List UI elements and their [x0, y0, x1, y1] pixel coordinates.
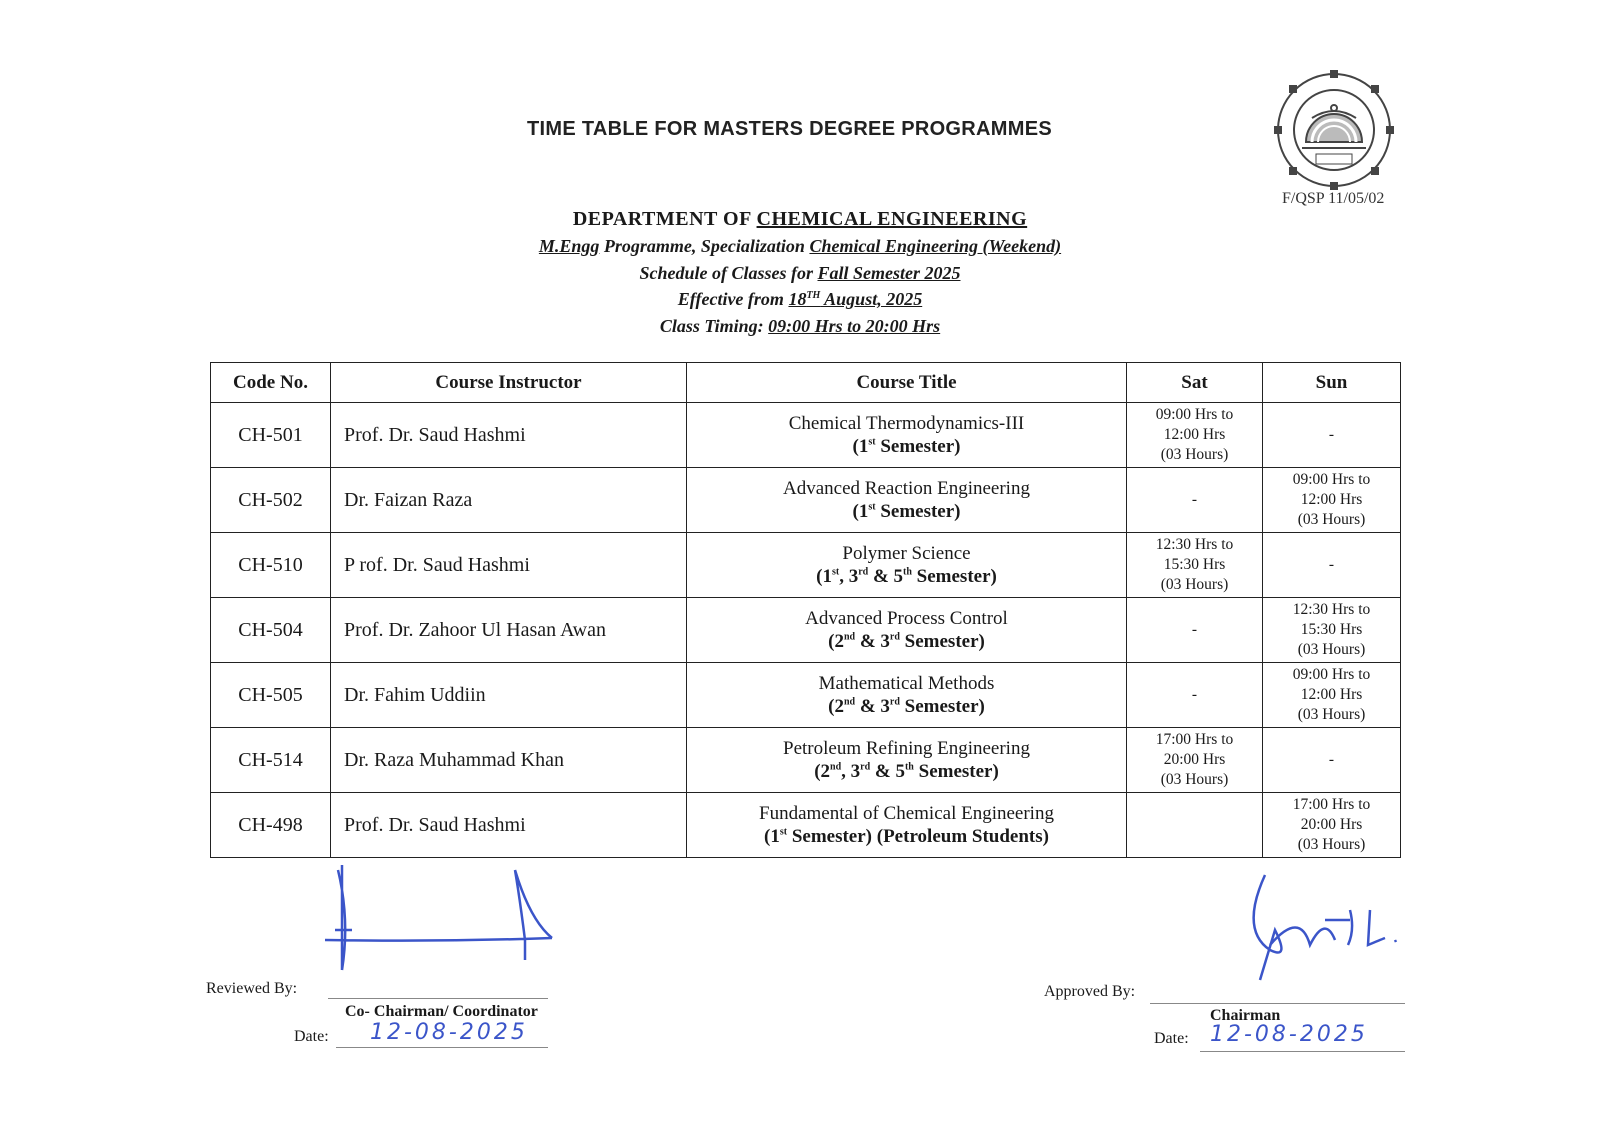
university-seal-icon: [1272, 68, 1396, 192]
approver-date: 12-08-2025: [1210, 1022, 1368, 1047]
column-header-sat: Sat: [1127, 363, 1263, 403]
reviewer-signature-line: [328, 998, 548, 999]
effective-line: [300, 289, 1300, 310]
sem-sup-a: st: [831, 566, 840, 578]
sem-part-a: 1: [858, 436, 869, 457]
course-semester: (1st Semester): [852, 501, 961, 522]
sem-sup-b: rd: [858, 566, 869, 578]
timing-prefix: Class Timing:: [659, 316, 769, 336]
course-semester: (1st Semester): [852, 436, 961, 457]
column-header-title: Course Title: [687, 363, 1127, 403]
sem-part-b: & 3: [855, 631, 890, 652]
dept-prefix: DEPARTMENT OF: [572, 208, 757, 230]
sun-slot-line: (03 Hours): [1297, 641, 1366, 658]
sun-slot-line: -: [1328, 751, 1335, 768]
approved-by-label: Approved By:: [1044, 983, 1136, 1000]
sem-sup-a: nd: [830, 761, 842, 773]
course-title-cell: [687, 468, 1127, 533]
sem-tail: Semester): [899, 631, 985, 652]
timing-line: [300, 316, 1300, 337]
sem-sup-a: st: [779, 826, 788, 838]
course-title: Fundamental of Chemical Engineering: [759, 803, 1054, 824]
table-row: [211, 468, 1401, 533]
sun-slot: [1263, 663, 1401, 728]
approver-date-label: Date:: [1154, 1030, 1189, 1047]
semester-name: Fall Semester: [817, 263, 920, 283]
sun-slot: [1263, 533, 1401, 598]
course-title-cell: [687, 728, 1127, 793]
approver-signature-icon: [1230, 870, 1410, 990]
sun-slot-line: 15:30 Hrs: [1300, 621, 1363, 638]
sat-slot-line: 17:00 Hrs to: [1155, 731, 1234, 748]
sat-slot: [1127, 663, 1263, 728]
sem-tail: Semester): [875, 436, 961, 457]
sem-part-b: , 3: [839, 566, 859, 587]
sem-sup-a: st: [868, 436, 876, 448]
approver-role: Chairman: [1210, 1007, 1281, 1024]
sem-sup-c: th: [904, 761, 914, 773]
sat-slot-line: 09:00 Hrs to: [1155, 406, 1234, 423]
sem-part-b: , 3: [841, 761, 861, 782]
sat-slot-line: (03 Hours): [1160, 446, 1229, 463]
sun-slot-line: -: [1328, 426, 1335, 443]
course-semester: (1st, 3rd & 5th Semester): [816, 566, 997, 587]
sun-slot-line: 17:00 Hrs to: [1292, 796, 1371, 813]
table-row: [211, 598, 1401, 663]
sat-slot-line: 12:30 Hrs to: [1155, 536, 1234, 553]
table-row: [211, 533, 1401, 598]
course-semester: (1st Semester) (Petroleum Students): [764, 826, 1049, 847]
course-code: CH-502: [211, 468, 331, 533]
course-title: Polymer Science: [842, 543, 971, 564]
sun-slot-line: 12:00 Hrs: [1300, 686, 1363, 703]
sat-slot-line: 15:30 Hrs: [1163, 556, 1226, 573]
sem-tail: Semester): [875, 501, 961, 522]
effective-date: [788, 289, 922, 309]
department-heading: [300, 208, 1300, 231]
sun-slot-line: 12:30 Hrs to: [1292, 601, 1371, 618]
sem-sup-a: st: [868, 501, 876, 513]
column-header-instructor: Course Instructor: [331, 363, 687, 403]
sem-part-a: 2: [834, 696, 844, 717]
sat-slot: [1127, 793, 1263, 858]
reviewer-signature-icon: [320, 860, 570, 980]
sat-slot-line: (03 Hours): [1160, 771, 1229, 788]
column-header-code: Code No.: [211, 363, 331, 403]
course-instructor: P rof. Dr. Saud Hashmi: [331, 533, 687, 598]
table-row: [211, 663, 1401, 728]
sun-slot: [1263, 468, 1401, 533]
sem-part-a: 1: [770, 826, 780, 847]
sem-sup-b: rd: [889, 631, 900, 643]
course-title-cell: [687, 598, 1127, 663]
sem-tail: Semester): [913, 761, 999, 782]
sem-part-a: 1: [858, 501, 869, 522]
sem-part-a: 2: [834, 631, 844, 652]
effective-day: 18: [788, 289, 807, 309]
sat-slot: [1127, 468, 1263, 533]
timetable: [210, 362, 1401, 858]
reviewed-by-label: Reviewed By:: [206, 980, 298, 997]
course-title-cell: [687, 793, 1127, 858]
course-code: CH-498: [211, 793, 331, 858]
sun-slot: [1263, 728, 1401, 793]
course-title: Mathematical Methods: [818, 673, 995, 694]
dept-name: CHEMICAL ENGINEERING: [756, 208, 1028, 230]
course-title: Advanced Process Control: [805, 608, 1008, 629]
table-header-row: [211, 363, 1401, 403]
reviewer-role: Co- Chairman/ Coordinator: [345, 1003, 538, 1020]
course-title-cell: [687, 663, 1127, 728]
sem-part-a: 2: [820, 761, 831, 782]
sat-slot-line: (03 Hours): [1160, 576, 1229, 593]
sem-tail: Semester): [899, 696, 985, 717]
page-title: TIME TABLE FOR MASTERS DEGREE PROGRAMMES: [527, 118, 1052, 140]
course-instructor: Dr. Raza Muhammad Khan: [331, 728, 687, 793]
course-title: Advanced Reaction Engineering: [783, 478, 1030, 499]
sat-slot-line: -: [1191, 686, 1198, 703]
sun-slot-line: 09:00 Hrs to: [1292, 471, 1371, 488]
sem-sup-b: rd: [860, 761, 871, 773]
course-title-cell: [687, 403, 1127, 468]
sem-part-b: & 3: [855, 696, 890, 717]
sem-part-a: 1: [822, 566, 832, 587]
sem-sup-b: rd: [889, 696, 900, 708]
sat-slot-line: -: [1191, 491, 1198, 508]
programme-line: [300, 236, 1300, 257]
sem-sup-a: nd: [843, 631, 856, 643]
effective-prefix: Effective from: [677, 289, 789, 309]
sat-slot: [1127, 728, 1263, 793]
sat-slot: [1127, 403, 1263, 468]
programme-mid: Programme, Specialization: [599, 236, 810, 256]
sun-slot-line: 20:00 Hrs: [1300, 816, 1363, 833]
schedule-prefix: Schedule of Classes for: [639, 263, 818, 283]
sat-slot-line: 12:00 Hrs: [1163, 426, 1226, 443]
course-instructor: Prof. Dr. Saud Hashmi: [331, 793, 687, 858]
sun-slot-line: (03 Hours): [1297, 706, 1366, 723]
column-header-sun: Sun: [1263, 363, 1401, 403]
sat-slot: [1127, 598, 1263, 663]
programme-name: M.Engg: [538, 236, 600, 256]
sun-slot-line: 09:00 Hrs to: [1292, 666, 1371, 683]
table-row: [211, 403, 1401, 468]
form-code: F/QSP 11/05/02: [1282, 190, 1385, 207]
specialization: Chemical Engineering (Weekend): [809, 236, 1062, 256]
sem-tail: Semester) (Petroleum Students): [787, 826, 1049, 847]
sun-slot-line: (03 Hours): [1297, 511, 1366, 528]
course-semester: (2nd & 3rd Semester): [828, 696, 985, 717]
approver-signature-line: [1150, 1003, 1405, 1004]
sun-slot: [1263, 793, 1401, 858]
table-row: [211, 793, 1401, 858]
effective-month-year: August, 2025: [820, 289, 923, 309]
sun-slot-line: (03 Hours): [1297, 836, 1366, 853]
table-row: [211, 728, 1401, 793]
course-code: CH-505: [211, 663, 331, 728]
sun-slot: [1263, 598, 1401, 663]
sun-slot: [1263, 403, 1401, 468]
sun-slot-line: 12:00 Hrs: [1300, 491, 1363, 508]
sem-part-c: & 5: [870, 761, 905, 782]
reviewer-date-label: Date:: [294, 1028, 329, 1045]
sem-sup-a: nd: [843, 696, 856, 708]
course-semester: (2nd & 3rd Semester): [828, 631, 985, 652]
course-title: Chemical Thermodynamics-III: [788, 413, 1025, 434]
timing-value: 09:00 Hrs to 20:00 Hrs: [768, 316, 941, 336]
reviewer-date: 12-08-2025: [370, 1020, 528, 1045]
course-code: CH-501: [211, 403, 331, 468]
effective-day-suffix: TH: [806, 290, 821, 301]
course-semester: (2nd, 3rd & 5th Semester): [814, 761, 999, 782]
reviewer-date-line: [336, 1047, 548, 1048]
course-code: CH-510: [211, 533, 331, 598]
course-code: CH-514: [211, 728, 331, 793]
course-code: CH-504: [211, 598, 331, 663]
sat-slot-line: 20:00 Hrs: [1163, 751, 1226, 768]
semester-year: 2025: [920, 263, 961, 283]
sem-sup-c: th: [903, 566, 912, 578]
course-instructor: Prof. Dr. Zahoor Ul Hasan Awan: [331, 598, 687, 663]
schedule-line: [300, 263, 1300, 284]
course-title: Petroleum Refining Engineering: [783, 738, 1030, 759]
sem-part-c: & 5: [868, 566, 904, 587]
sat-slot: [1127, 533, 1263, 598]
approver-date-line: [1200, 1051, 1405, 1052]
course-instructor: Dr. Fahim Uddiin: [331, 663, 687, 728]
course-instructor: Prof. Dr. Saud Hashmi: [331, 403, 687, 468]
sun-slot-line: -: [1328, 556, 1335, 573]
course-instructor: Dr. Faizan Raza: [331, 468, 687, 533]
sem-tail: Semester): [911, 566, 997, 587]
sat-slot-line: -: [1191, 621, 1198, 638]
course-title-cell: [687, 533, 1127, 598]
